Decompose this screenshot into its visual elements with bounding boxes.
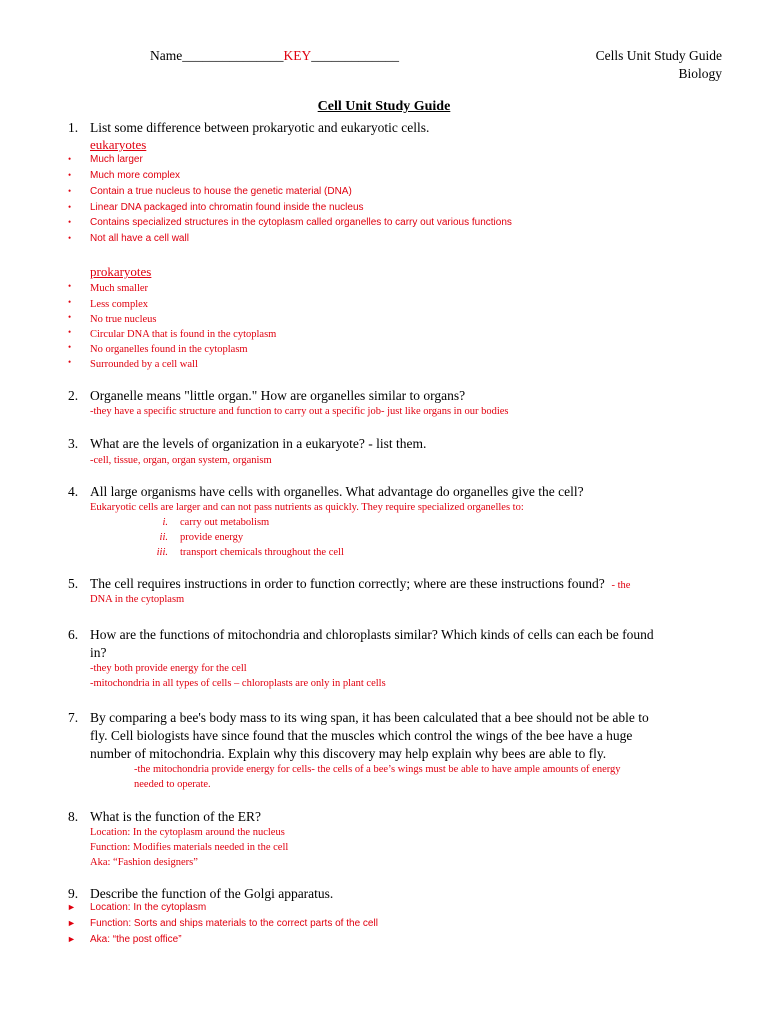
bullet-icon: •: [68, 357, 72, 367]
question-text: [90, 575, 630, 593]
course-subject: Biology: [678, 66, 722, 81]
question-number: 1.: [68, 120, 79, 135]
name-line: [150, 47, 399, 65]
arrow-bullet-icon: ►: [67, 918, 76, 928]
question-number: 9.: [68, 886, 79, 901]
question-4: [0, 483, 768, 501]
name-blank-left: _______________: [182, 48, 284, 63]
question-text: All large organisms have cells with organelles. What advantage do organelles give the cell?: [90, 484, 584, 499]
question-text-line1: By comparing a bee's body mass to its wing span, it has been calculated that a bee should not be able to: [90, 710, 649, 725]
bullet-icon: •: [68, 281, 72, 291]
answer-8-line3: Aka: “Fashion designers”: [90, 857, 198, 868]
answer-5: DNA in the cytoplasm: [90, 594, 185, 605]
bullet-icon: •: [68, 217, 72, 227]
bullet-icon: •: [68, 202, 72, 212]
question-number: 3.: [68, 436, 79, 451]
question-text-main: The cell requires instructions in order to function correctly; where are these instructions found?: [90, 576, 605, 591]
answer-7-line2: needed to operate.: [134, 779, 211, 790]
list-item-text: No organelles found in the cytoplasm: [90, 344, 248, 355]
list-item-text: No true nucleus: [90, 314, 157, 325]
question-text-line2: fly. Cell biologists have since found that the muscles which control the wings of the bee have a huge: [90, 728, 633, 743]
question-number: 7.: [68, 710, 79, 725]
question-text: What is the function of the ER?: [90, 809, 261, 824]
question-text: Describe the function of the Golgi apparatus.: [90, 886, 334, 901]
list-item-text: carry out metabolism: [180, 517, 270, 528]
question-number: 8.: [68, 809, 79, 824]
answer-6-line2: -mitochondria in all types of cells – chloroplasts are only in plant cells: [90, 678, 386, 689]
list-numeral: ii.: [159, 532, 168, 543]
question-text-line2: in?: [90, 645, 107, 660]
arrow-bullet-icon: ►: [67, 902, 76, 912]
arrow-bullet-icon: ►: [67, 934, 76, 944]
list-item-text: transport chemicals throughout the cell: [180, 547, 344, 558]
bullet-icon: •: [68, 154, 72, 164]
list-item-text: Function: Sorts and ships materials to the correct parts of the cell: [90, 918, 378, 929]
question-text: What are the levels of organization in a eukaryote? - list them.: [90, 436, 427, 451]
question-9: [0, 885, 768, 903]
question-number: 2.: [68, 388, 79, 403]
list-item-text: Location: In the cytoplasm: [90, 902, 207, 913]
answer-3: -cell, tissue, organ, organ system, organism: [90, 455, 272, 466]
question-text-line1: How are the functions of mitochondria and chloroplasts similar? Which kinds of cells can each be found: [90, 627, 654, 642]
course-title: Cells Unit Study Guide: [595, 48, 722, 63]
eukaryotes-heading: eukaryotes: [90, 137, 147, 152]
list-numeral: i.: [162, 517, 168, 528]
answer-6-line1: -they both provide energy for the cell: [90, 663, 247, 674]
name-blank-right: _____________: [311, 48, 399, 63]
list-item: [0, 515, 500, 530]
bullet-icon: •: [68, 233, 72, 243]
answer-4: Eukaryotic cells are larger and can not pass nutrients as quickly. They require specialized organelles to:: [90, 502, 524, 513]
list-item-text: Not all have a cell wall: [90, 233, 189, 244]
list-item-text: provide energy: [180, 532, 244, 543]
list-item: [0, 545, 500, 560]
name-key: KEY: [283, 48, 312, 63]
bullet-icon: •: [68, 327, 72, 337]
question-2: [0, 387, 768, 405]
bullet-icon: •: [68, 312, 72, 322]
question-text: List some difference between prokaryotic and eukaryotic cells.: [90, 120, 430, 135]
answer-5-inline: - the: [611, 580, 631, 591]
question-5: [0, 575, 768, 593]
question-7: [0, 709, 768, 763]
question-text-line3: number of mitochondria. Explain why this discovery may help explain why bees are able to fly.: [90, 746, 607, 761]
question-number: 5.: [68, 576, 79, 591]
bullet-icon: •: [68, 342, 72, 352]
bullet-icon: •: [68, 186, 72, 196]
name-label: Name: [150, 48, 183, 63]
question-number: 4.: [68, 484, 79, 499]
list-item-text: Linear DNA packaged into chromatin found inside the nucleus: [90, 202, 364, 213]
list-item-text: Aka: “the post office”: [90, 934, 182, 945]
question-1: [0, 119, 768, 137]
bullet-icon: •: [68, 170, 72, 180]
question-6: [0, 626, 768, 662]
answer-7-line1: -the mitochondria provide energy for cells- the cells of a bee’s wings must be able to have ample amounts of energy: [134, 764, 621, 775]
list-item-text: Contain a true nucleus to house the genetic material (DNA): [90, 186, 352, 197]
list-item-text: Less complex: [90, 299, 149, 310]
list-numeral: iii.: [156, 547, 168, 558]
list-item-text: Much larger: [90, 154, 143, 165]
question-8: [0, 808, 768, 826]
list-item-text: Much smaller: [90, 283, 149, 294]
answer-8-line1: Location: In the cytoplasm around the nucleus: [90, 827, 285, 838]
question-3: [0, 435, 768, 453]
list-item-text: Contains specialized structures in the cytoplasm called organelles to carry out various functions: [90, 217, 512, 228]
list-item-text: Much more complex: [90, 170, 181, 181]
page-title: Cell Unit Study Guide: [317, 99, 451, 114]
answer-8-line2: Function: Modifies materials needed in the cell: [90, 842, 289, 853]
question-text: Organelle means "little organ." How are organelles similar to organs?: [90, 388, 466, 403]
list-item: [0, 530, 500, 545]
list-item-text: Surrounded by a cell wall: [90, 359, 198, 370]
list-item-text: Circular DNA that is found in the cytoplasm: [90, 329, 277, 340]
bullet-icon: •: [68, 297, 72, 307]
question-number: 6.: [68, 627, 79, 642]
answer-2: -they have a specific structure and function to carry out a specific job- just like organs in our bodies: [90, 406, 509, 417]
prokaryotes-heading: prokaryotes: [90, 264, 152, 279]
